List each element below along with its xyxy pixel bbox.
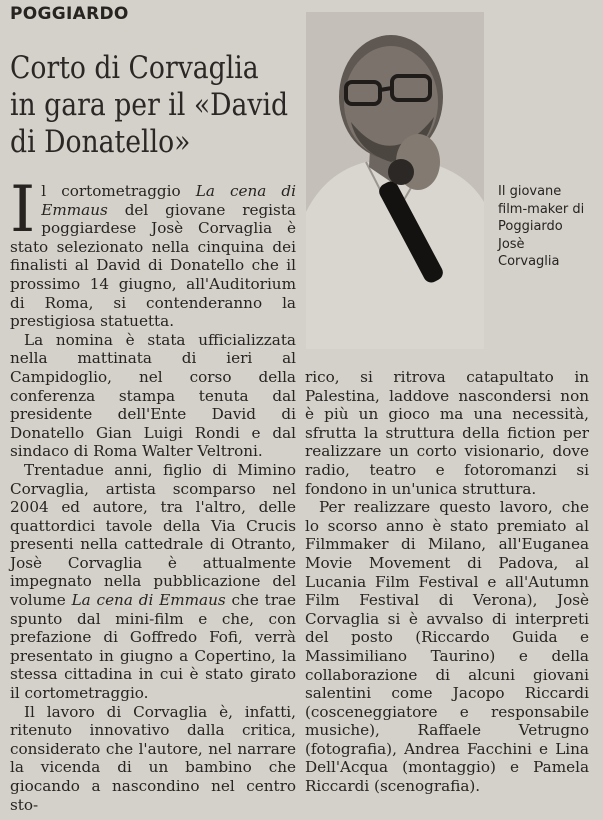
headline [10, 50, 289, 161]
paragraph-3-text-b: che trae spunto dal mini-film e che, con prefazione di Goffredo Fofi, verrà presentato in giugno a Copertino, la stessa cittadina in cui è stato girato il cortometraggio. [10, 591, 296, 703]
paragraph-2: La nomina è stata ufficializzata nella mattinata di ieri al Campidoglio, nel corso della conferenza stampa tenuta dal presidente dell'Ente David di Donatello Gian Luigi Rondi e dal sindaco di Roma Walter Veltroni. [10, 330, 296, 461]
paragraph-3-text-a: Trentadue anni, figlio di Mimino Corvaglia, artista scomparso nel 2004 ed autore, tra l'altro, delle quattordici tavole della Via Crucis presenti nella cattedrale di Otranto, Josè Corvaglia è attualmente impegnato nella pubblicazione del volume [10, 460, 296, 610]
headline-line-3: di Donatello» [10, 124, 191, 160]
book-title: La cena di Emmaus [71, 591, 226, 610]
caption-line-5: Corvaglia [498, 254, 560, 270]
caption-line-4: Josè [498, 236, 525, 252]
caption-line-3: Poggiardo [498, 219, 563, 235]
article-column-1 [10, 173, 296, 814]
paragraph-4: Il lavoro di Corvaglia è, infatti, ritenuto innovativo dalla critica, considerato che l'autore, nel narrare la vicenda di un bambino che giocando a nascondino nel centro sto- [10, 702, 296, 814]
portrait-photo [306, 12, 484, 349]
paragraph-3 [10, 461, 296, 703]
drop-cap: I [10, 173, 36, 247]
article-column-2 [305, 368, 589, 796]
headline-line-1: Corto di Corvaglia [10, 50, 259, 86]
paragraph-1-text-a: l cortometraggio [41, 182, 196, 200]
kicker: POGGIARDO [10, 4, 129, 24]
portrait-illustration [306, 12, 484, 349]
film-title: La cena di Emmaus [41, 182, 296, 219]
caption-line-1: Il giovane [498, 184, 562, 199]
headline-line-2: in gara per il «David [10, 87, 289, 123]
paragraph-6: Per realizzare questo lavoro, che lo scorso anno è stato premiato al Filmmaker di Milano, all'Euganea Movie Movement di Padova, al Lucania Film Festival e all'Autumn Film Festival di Verona), Josè Corvaglia si è avvalso di interpreti del posto (Riccardo Guida e Massimiliano Taurino) e della collaborazione di alcuni giovani salentini come Jacopo Riccardi (cosceneggiatore e responsabile musiche), Raffaele Vetrugno (fotografia), Andrea Facchini e Lina Dell'Acqua (montaggio) e Pamela Riccardi (scenografia). [305, 498, 589, 796]
photo-caption [498, 183, 598, 271]
paragraph-1-text-b: del giovane regista poggiardese Josè Corvaglia è stato selezionato nella cinquina dei finalisti al David di Donatello che il prossimo 14 giugno, all'Auditorium di Roma, si contenderanno la prestigiosa statuetta. [10, 200, 296, 331]
caption-line-2: film-maker di [498, 201, 585, 217]
paragraph-1 [10, 173, 296, 331]
paragraph-5: rico, si ritrova catapultato in Palestina, laddove nascondersi non è più un gioco ma una necessità, sfrutta la struttura della fiction per realizzare un corto visionario, dove radio, teatro e fotoromanzi si fondono in un'unica struttura. [305, 368, 589, 498]
